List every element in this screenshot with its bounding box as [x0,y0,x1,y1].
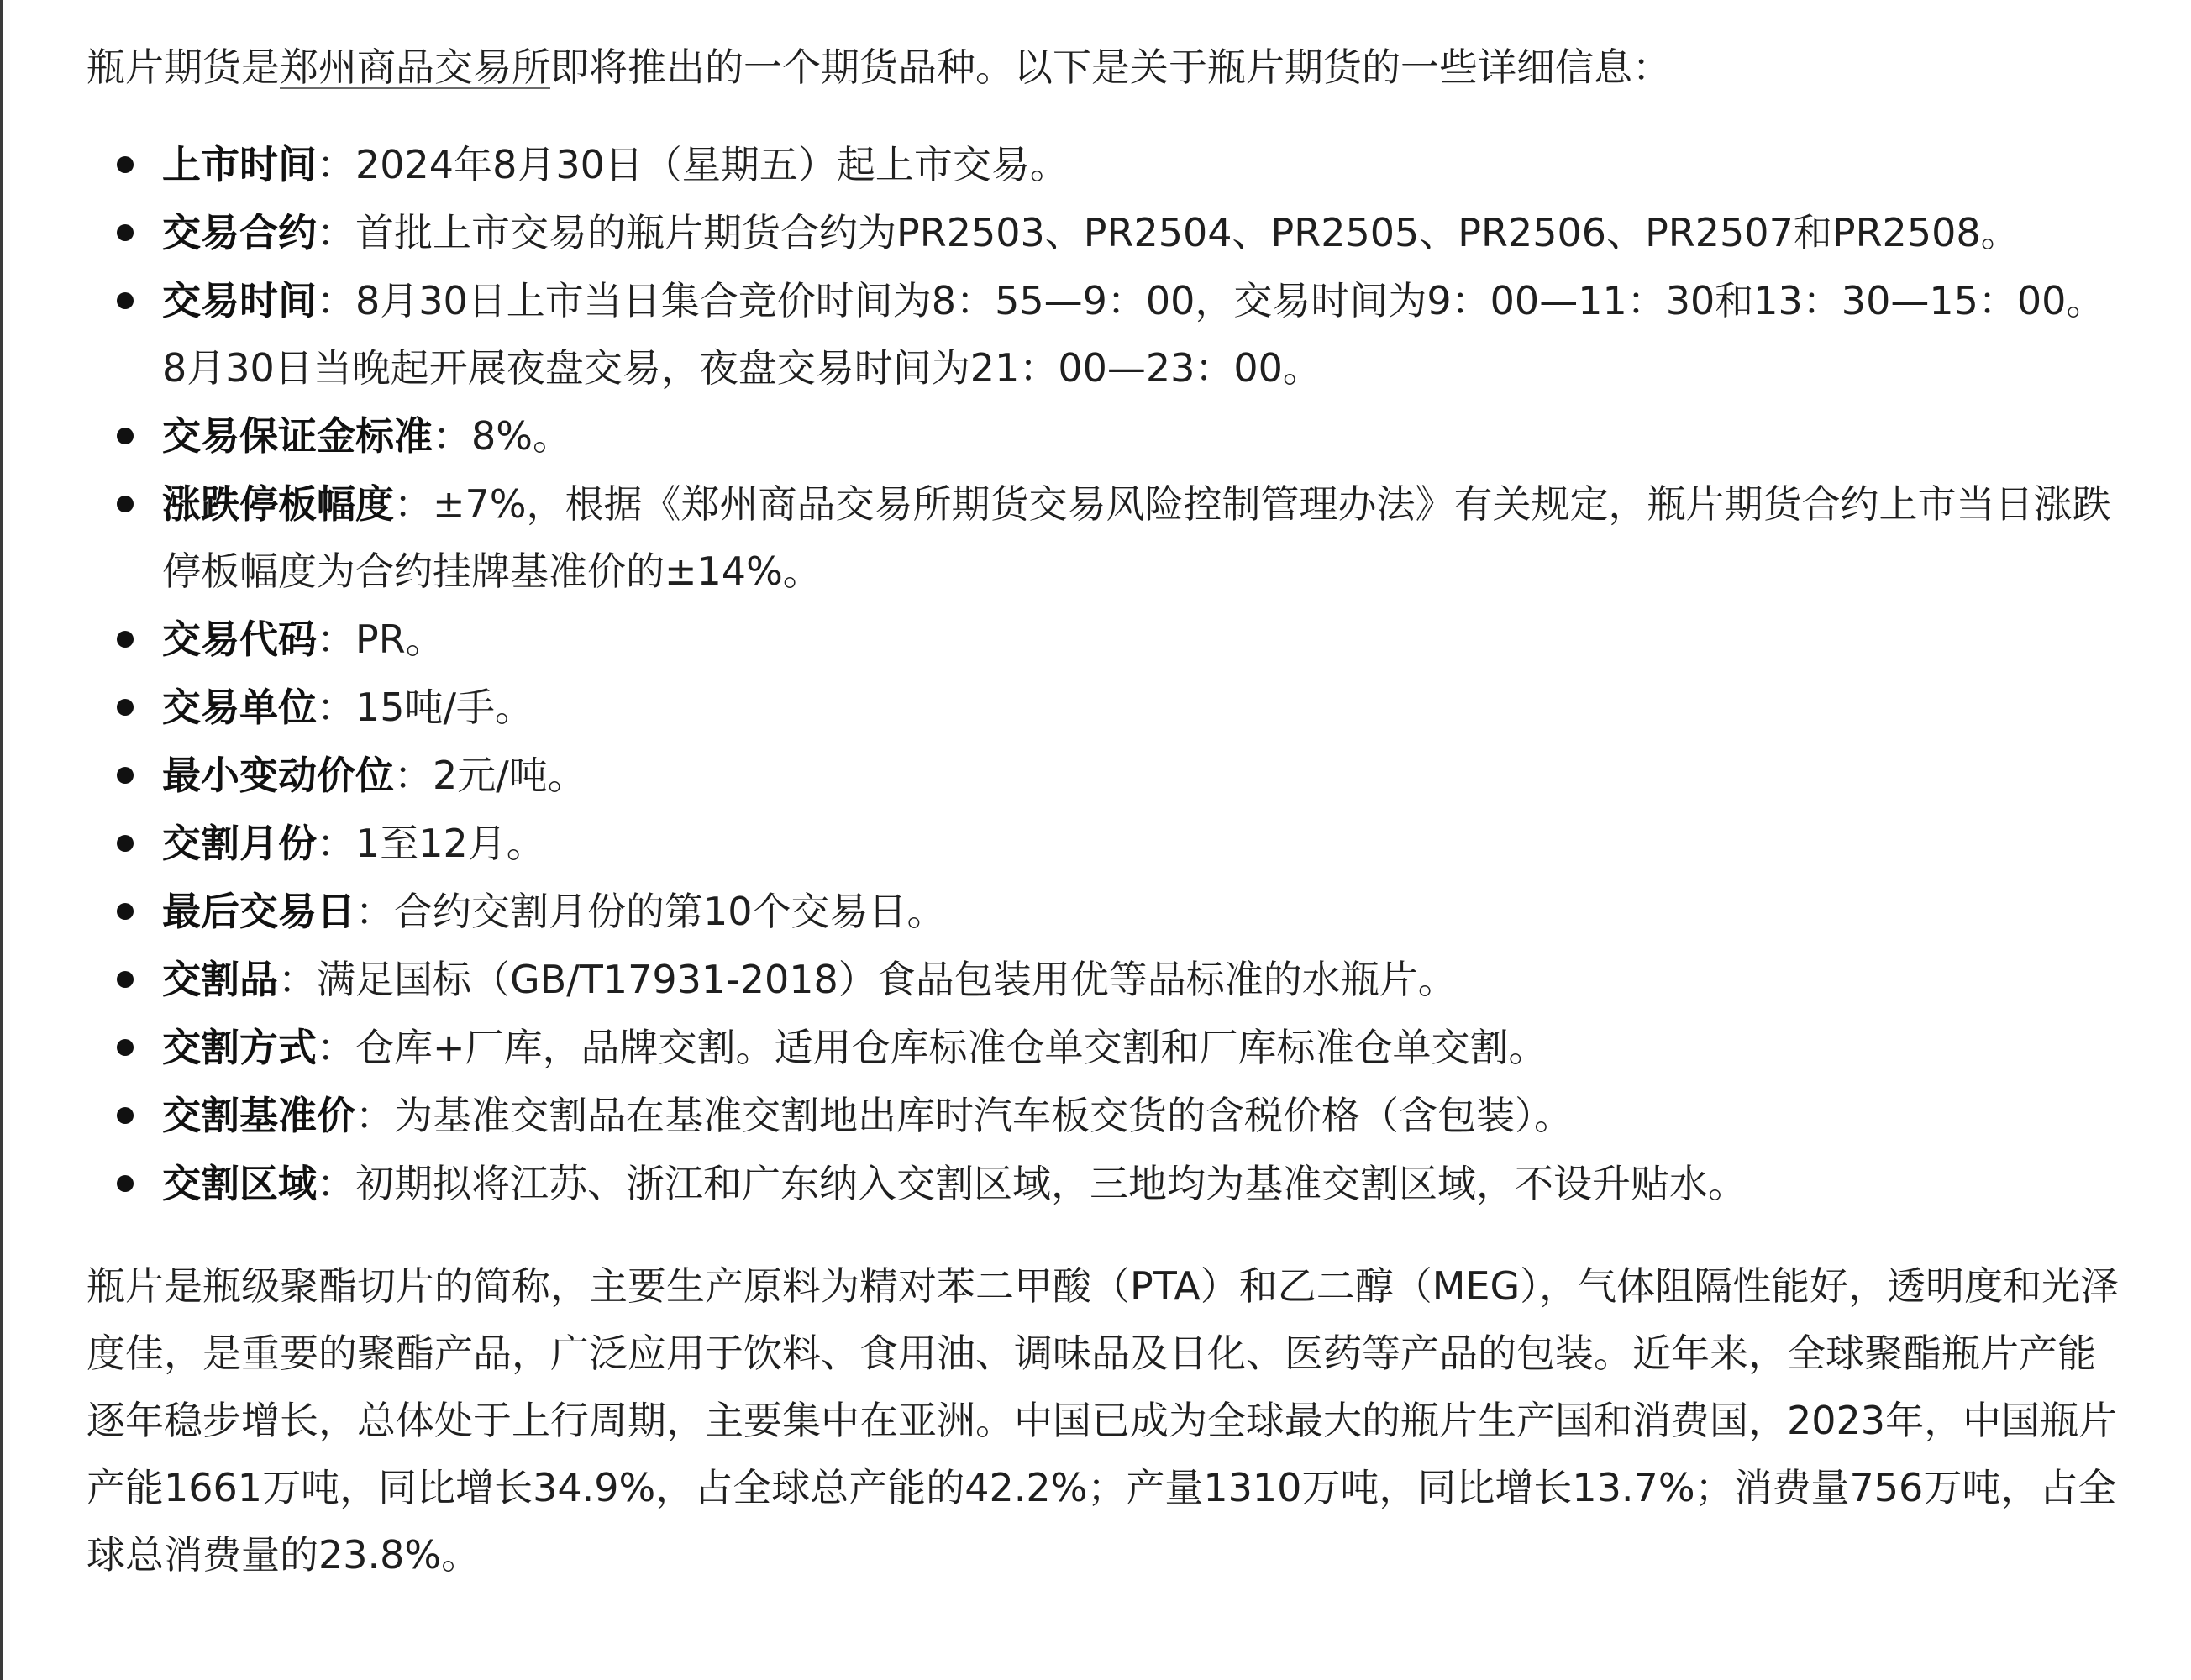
item-separator: ： [433,413,471,459]
item-separator: ： [317,685,355,730]
list-item [87,1150,2120,1217]
left-border-rule [0,0,3,1680]
bullet-icon [117,224,134,241]
item-text: 15吨/手。 [355,685,534,730]
item-text: 合约交割月份的第10个交易日。 [394,889,946,934]
item-text: ±7%，根据《郑州商品交易所期货交易风险控制管理办法》有关规定，瓶片期货合约上市当日涨跌停板幅度为合约挂牌基准价的±14%。 [162,481,2111,594]
list-item [87,131,2120,198]
bullet-icon [117,428,134,444]
intro-text-before: 瓶片期货是 [87,45,280,90]
list-item [87,606,2120,673]
item-term: 交易时间 [162,278,317,323]
item-text: PR。 [355,617,444,662]
intro-paragraph [87,25,2120,109]
item-term: 交割区域 [162,1161,317,1206]
list-item [87,470,2120,605]
item-separator: ： [317,1161,355,1206]
item-separator: ： [278,957,317,1002]
answer-content [87,25,2120,1588]
bullet-icon [117,767,134,784]
list-item [87,1014,2120,1081]
item-term: 涨跌停板幅度 [162,481,394,527]
item-text: 2024年8月30日（星期五）起上市交易。 [355,142,1069,187]
list-item [87,674,2120,741]
list-item [87,878,2120,945]
item-term: 交割方式 [162,1025,317,1070]
list-item [87,946,2120,1013]
item-term: 交割月份 [162,821,317,866]
item-text: 1至12月。 [355,821,545,866]
intro-text-after: 即将推出的一个期货品种。以下是关于瓶片期货的一些详细信息： [550,45,1671,90]
summary-paragraph: 瓶片是瓶级聚酯切片的简称，主要生产原料为精对苯二甲酸（PTA）和乙二醇（MEG），气体阻隔性能好，透明度和光泽度佳，是重要的聚酯产品，广泛应用于饮料、食用油、调味品及日化、医药等产品的包装。近年来，全球聚酯瓶片产能逐年稳步增长，总体处于上行周期，主要集中在亚洲。中国已成为全球最大的瓶片生产国和消费国，2023年，中国瓶片产能1661万吨，同比增长34.9%，占全球总产能的42.2%；产量1310万吨，同比增长13.7%；消费量756万吨，占全球总消费量的23.8%。 [87,1263,2120,1578]
item-separator: ： [317,617,355,662]
item-separator: ： [317,210,355,255]
item-text: 首批上市交易的瓶片期货合约为PR2503、PR2504、PR2505、PR2506、PR2507和PR2508。 [355,210,2020,255]
item-term: 交割品 [162,957,278,1002]
list-item [87,402,2120,470]
list-item [87,1082,2120,1149]
item-separator: ： [355,889,394,934]
exchange-link[interactable]: 郑州商品交易所 [280,45,550,90]
item-separator: ： [394,481,433,527]
bullet-icon [117,1039,134,1056]
bullet-icon [117,1175,134,1192]
item-term: 最后交易日 [162,889,355,934]
bullet-icon [117,496,134,512]
item-term: 交易代码 [162,617,317,662]
bullet-icon [117,903,134,920]
bullet-icon [117,1107,134,1124]
bullet-icon [117,971,134,988]
bullet-icon [117,156,134,173]
bullet-icon [117,835,134,852]
item-text: 初期拟将江苏、浙江和广东纳入交割区域，三地均为基准交割区域，不设升贴水。 [355,1161,1747,1206]
item-term: 交易合约 [162,210,317,255]
list-item [87,810,2120,877]
details-list [87,131,2120,1217]
item-text: 2元/吨。 [433,753,586,798]
item-term: 交割基准价 [162,1093,355,1138]
item-separator: ： [317,278,355,323]
item-separator: ： [317,1025,355,1070]
item-text: 8月30日上市当日集合竞价时间为8：55—9：00，交易时间为9：00—11：30和13：30—15：00。8月30日当晚起开展夜盘交易，夜盘交易时间为21：00—23：00。 [162,278,2105,391]
item-separator: ： [317,821,355,866]
bullet-icon [117,292,134,309]
item-text: 满足国标（GB/T17931-2018）食品包装用优等品标准的水瓶片。 [317,957,1457,1002]
list-item [87,267,2120,402]
bullet-icon [117,631,134,648]
item-term: 交易保证金标准 [162,413,433,459]
item-text: 为基准交割品在基准交割地出库时汽车板交货的含税价格（含包装）。 [394,1093,1573,1138]
item-term: 交易单位 [162,685,317,730]
item-text: 8%。 [471,413,571,459]
item-separator: ： [394,753,433,798]
bullet-icon [117,699,134,716]
item-separator: ： [317,142,355,187]
item-term: 上市时间 [162,142,317,187]
list-item [87,199,2120,266]
item-separator: ： [355,1093,394,1138]
list-item [87,742,2120,809]
item-term: 最小变动价位 [162,753,394,798]
item-text: 仓库+厂库，品牌交割。适用仓库标准仓单交割和厂库标准仓单交割。 [355,1025,1547,1070]
